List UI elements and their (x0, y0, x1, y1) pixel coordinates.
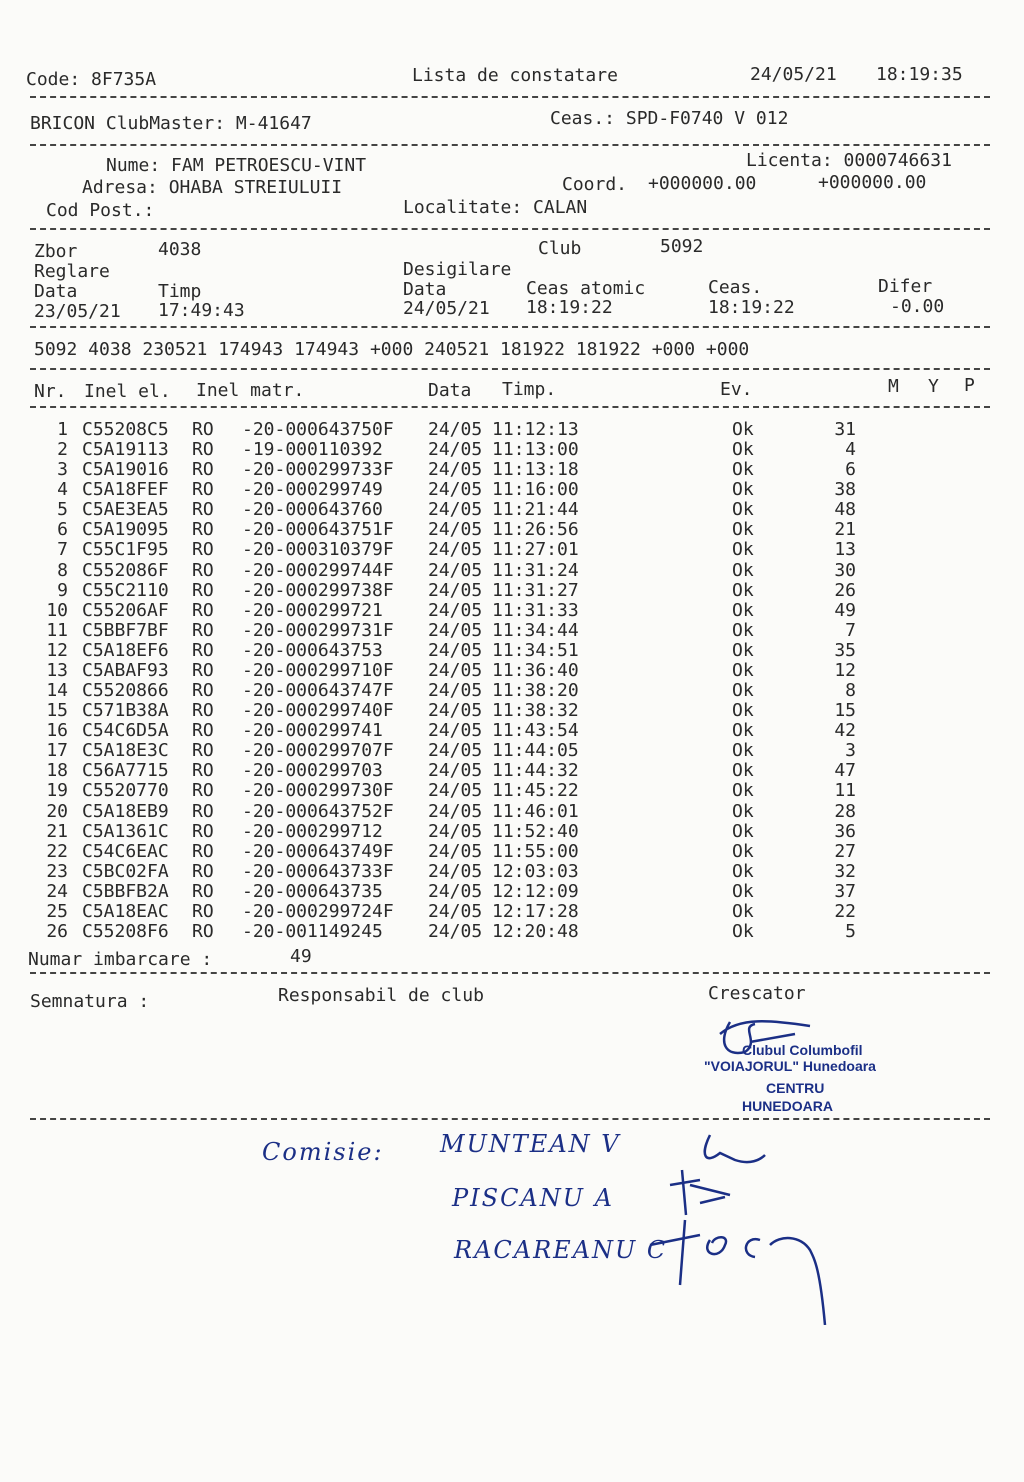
cell-m: 13 (834, 539, 856, 561)
col-ev: Ev. (720, 379, 753, 400)
cell-time: 11:44:32 (492, 760, 579, 782)
commission-signatures (640, 1125, 840, 1325)
cell-inel-el: C5A19095 (82, 519, 169, 541)
cell-date: 24/05 (428, 800, 483, 822)
col-p: P (964, 375, 975, 396)
cell-inel-matr: -20-000299731F (242, 619, 394, 641)
postal-code: Cod Post.: (46, 200, 155, 221)
table-row (0, 540, 1024, 560)
setting-date: 23/05/21 (34, 301, 121, 322)
cell-nr: 9 (57, 579, 68, 601)
flight-number: 4038 (158, 239, 202, 260)
cell-inel-el: C56A7715 (82, 760, 169, 782)
cell-country: RO (192, 680, 214, 702)
cell-nr: 11 (46, 619, 68, 641)
cell-country: RO (192, 921, 214, 942)
cell-date: 24/05 (428, 921, 483, 942)
cell-time: 11:43:54 (492, 720, 579, 742)
setting-time-label: Timp (158, 281, 202, 302)
boarding-count: 49 (290, 946, 312, 967)
cell-date: 24/05 (428, 720, 483, 742)
cell-inel-el: C5A18EB9 (82, 800, 169, 822)
cell-country: RO (192, 519, 214, 541)
cell-nr: 1 (57, 419, 68, 440)
cell-time: 11:45:22 (492, 780, 579, 802)
cell-inel-matr: -19-000110392 (242, 439, 383, 461)
cell-nr: 14 (46, 680, 68, 702)
club-responsible-label: Responsabil de club (278, 985, 484, 1006)
difference-value: -0.00 (890, 296, 945, 317)
cell-country: RO (192, 820, 214, 842)
cell-nr: 23 (46, 860, 68, 882)
cell-inel-matr: -20-000299710F (242, 659, 394, 681)
cell-nr: 26 (46, 921, 68, 942)
cell-date: 24/05 (428, 459, 483, 481)
cell-inel-matr: -20-000299749 (242, 479, 383, 501)
cell-event: Ok (732, 579, 754, 601)
atomic-clock-label: Ceas atomic (526, 278, 646, 299)
cell-m: 4 (845, 439, 856, 461)
cell-nr: 4 (57, 479, 68, 501)
unsealing-date-label: Data (403, 279, 447, 300)
cell-event: Ok (732, 559, 754, 581)
cell-inel-el: C55C2110 (82, 579, 169, 601)
cell-inel-matr: -20-000299730F (242, 780, 394, 802)
cell-event: Ok (732, 921, 754, 942)
cell-inel-matr: -20-000310379F (242, 539, 394, 561)
cell-time: 11:38:20 (492, 680, 579, 702)
cell-inel-el: C5A18EAC (82, 900, 169, 922)
cell-time: 11:52:40 (492, 820, 579, 842)
doc-title: Lista de constatare (412, 65, 618, 86)
table-row (0, 721, 1024, 741)
cell-m: 3 (845, 740, 856, 762)
cell-m: 30 (834, 559, 856, 581)
cell-inel-el: C55208C5 (82, 419, 169, 440)
table-row (0, 661, 1024, 681)
cell-country: RO (192, 800, 214, 822)
separator (30, 326, 990, 328)
cell-country: RO (192, 900, 214, 922)
cell-date: 24/05 (428, 760, 483, 782)
cell-inel-matr: -20-000643751F (242, 519, 394, 541)
cell-country: RO (192, 700, 214, 722)
cell-event: Ok (732, 439, 754, 461)
cell-m: 8 (845, 680, 856, 702)
cell-country: RO (192, 579, 214, 601)
table-row (0, 420, 1024, 440)
difference-label: Difer (878, 276, 933, 297)
cell-event: Ok (732, 479, 754, 501)
cell-inel-el: C5A19113 (82, 439, 169, 461)
atomic-clock-time: 18:19:22 (526, 297, 613, 318)
cell-time: 11:31:27 (492, 579, 579, 601)
owner-name: Nume: FAM PETROESCU-VINT (106, 155, 367, 176)
cell-nr: 5 (57, 499, 68, 521)
cell-country: RO (192, 860, 214, 882)
cell-time: 12:20:48 (492, 921, 579, 942)
summary-line: 5092 4038 230521 174943 174943 +000 240521 181922 181922 +000 +000 (34, 339, 750, 360)
separator (30, 972, 990, 974)
table-row (0, 761, 1024, 781)
cell-country: RO (192, 659, 214, 681)
cell-inel-el: C5520866 (82, 680, 169, 702)
cell-event: Ok (732, 599, 754, 621)
table-row (0, 480, 1024, 500)
cell-m: 38 (834, 479, 856, 501)
coord-2: +000000.00 (818, 172, 927, 193)
club-number: 5092 (660, 236, 704, 257)
cell-time: 11:27:01 (492, 539, 579, 561)
cell-m: 42 (834, 720, 856, 742)
cell-inel-el: C5AE3EA5 (82, 499, 169, 521)
commission-member-2: PISCANU A (452, 1184, 614, 1212)
cell-inel-el: C571B38A (82, 700, 169, 722)
cell-time: 11:26:56 (492, 519, 579, 541)
cell-date: 24/05 (428, 900, 483, 922)
cell-country: RO (192, 720, 214, 742)
separator (30, 1118, 990, 1120)
cell-m: 27 (834, 840, 856, 862)
cell-date: 24/05 (428, 519, 483, 541)
cell-time: 11:12:13 (492, 419, 579, 440)
cell-m: 11 (834, 780, 856, 802)
cell-inel-matr: -20-000643749F (242, 840, 394, 862)
stamp-line-2: "VOIAJORUL" Hunedoara (704, 1058, 876, 1074)
cell-nr: 20 (46, 800, 68, 822)
setting-label: Reglare (34, 261, 110, 282)
cell-inel-el: C54C6EAC (82, 840, 169, 862)
cell-nr: 19 (46, 780, 68, 802)
table-row (0, 440, 1024, 460)
breeder-label: Crescator (708, 983, 806, 1004)
commission-member-1: MUNTEAN V (440, 1130, 621, 1158)
setting-time: 17:49:43 (158, 300, 245, 321)
cell-event: Ok (732, 659, 754, 681)
cell-country: RO (192, 780, 214, 802)
cell-nr: 17 (46, 740, 68, 762)
cell-inel-el: C55C1F95 (82, 539, 169, 561)
cell-country: RO (192, 479, 214, 501)
commission-label: Comisie: (262, 1138, 384, 1166)
cell-m: 12 (834, 659, 856, 681)
cell-date: 24/05 (428, 780, 483, 802)
cell-m: 49 (834, 599, 856, 621)
cell-date: 24/05 (428, 820, 483, 842)
coord-label: Coord. (562, 174, 628, 195)
separator (30, 406, 990, 408)
cell-date: 24/05 (428, 740, 483, 762)
unsealing-date: 24/05/21 (403, 298, 490, 319)
col-m: M (888, 376, 899, 397)
cell-event: Ok (732, 740, 754, 762)
cell-time: 11:38:32 (492, 700, 579, 722)
cell-time: 11:16:00 (492, 479, 579, 501)
cell-time: 12:17:28 (492, 900, 579, 922)
cell-inel-el: C5A18EF6 (82, 639, 169, 661)
cell-date: 24/05 (428, 579, 483, 601)
cell-event: Ok (732, 499, 754, 521)
separator (30, 368, 990, 370)
flight-label: Zbor (34, 241, 78, 262)
col-nr: Nr. (34, 381, 67, 402)
cell-date: 24/05 (428, 840, 483, 862)
cell-nr: 12 (46, 639, 68, 661)
cell-country: RO (192, 880, 214, 902)
cell-nr: 18 (46, 760, 68, 782)
cell-date: 24/05 (428, 499, 483, 521)
table-row (0, 922, 1024, 942)
cell-inel-el: C5A1361C (82, 820, 169, 842)
table-row (0, 581, 1024, 601)
cell-inel-el: C54C6D5A (82, 720, 169, 742)
cell-inel-el: C55206AF (82, 599, 169, 621)
cell-country: RO (192, 840, 214, 862)
table-row (0, 520, 1024, 540)
cell-m: 36 (834, 820, 856, 842)
cell-inel-el: C5BBFB2A (82, 880, 169, 902)
cell-date: 24/05 (428, 439, 483, 461)
cell-inel-el: C5A18FEF (82, 479, 169, 501)
cell-inel-matr: -20-000299703 (242, 760, 383, 782)
cell-inel-matr: -20-000643753 (242, 639, 383, 661)
table-row (0, 621, 1024, 641)
cell-m: 21 (834, 519, 856, 541)
table-row (0, 902, 1024, 922)
cell-m: 6 (845, 459, 856, 481)
cell-event: Ok (732, 639, 754, 661)
cell-inel-el: C55208F6 (82, 921, 169, 942)
col-data: Data (428, 380, 472, 401)
col-inel-el: Inel el. (84, 381, 171, 402)
cell-country: RO (192, 419, 214, 440)
cell-country: RO (192, 740, 214, 762)
cell-inel-el: C5520770 (82, 780, 169, 802)
cell-nr: 7 (57, 539, 68, 561)
cell-inel-matr: -20-000299724F (242, 900, 394, 922)
cell-nr: 6 (57, 519, 68, 541)
table-row (0, 601, 1024, 621)
cell-event: Ok (732, 419, 754, 440)
cell-inel-el: C5A19016 (82, 459, 169, 481)
cell-event: Ok (732, 539, 754, 561)
cell-inel-matr: -20-000643733F (242, 860, 394, 882)
cell-event: Ok (732, 800, 754, 822)
cell-time: 11:46:01 (492, 800, 579, 822)
cell-time: 11:34:44 (492, 619, 579, 641)
cell-date: 24/05 (428, 419, 483, 440)
licence: Licenta: 0000746631 (746, 150, 952, 171)
table-row (0, 862, 1024, 882)
locality: Localitate: CALAN (403, 197, 588, 218)
cell-country: RO (192, 559, 214, 581)
cell-time: 11:44:05 (492, 740, 579, 762)
cell-inel-matr: -20-000299744F (242, 559, 394, 581)
cell-event: Ok (732, 619, 754, 641)
cell-inel-matr: -20-000299721 (242, 599, 383, 621)
cell-time: 11:31:33 (492, 599, 579, 621)
cell-m: 26 (834, 579, 856, 601)
club-label: Club (538, 238, 582, 259)
cell-event: Ok (732, 519, 754, 541)
cell-inel-matr: -20-000299733F (242, 459, 394, 481)
cell-country: RO (192, 639, 214, 661)
cell-m: 28 (834, 800, 856, 822)
separator (30, 96, 990, 98)
table-row (0, 561, 1024, 581)
cell-time: 11:34:51 (492, 639, 579, 661)
cell-m: 37 (834, 880, 856, 902)
boarding-count-label: Numar imbarcare : (28, 949, 213, 970)
cell-time: 12:03:03 (492, 860, 579, 882)
cell-time: 11:13:18 (492, 459, 579, 481)
cell-nr: 22 (46, 840, 68, 862)
cell-date: 24/05 (428, 860, 483, 882)
cell-time: 11:21:44 (492, 499, 579, 521)
cell-nr: 8 (57, 559, 68, 581)
signature-label: Semnatura : (30, 991, 150, 1012)
col-y: Y (928, 376, 939, 397)
cell-date: 24/05 (428, 659, 483, 681)
cell-event: Ok (732, 780, 754, 802)
table-row (0, 781, 1024, 801)
cell-inel-matr: -20-001149245 (242, 921, 383, 942)
table-row (0, 842, 1024, 862)
col-timp: Timp. (502, 379, 557, 400)
cell-m: 31 (834, 419, 856, 440)
cell-nr: 25 (46, 900, 68, 922)
stamp-line-1: Clubul Columbofil (742, 1042, 863, 1058)
cell-date: 24/05 (428, 619, 483, 641)
commission-member-3: RACAREANU C (454, 1236, 668, 1264)
cell-date: 24/05 (428, 559, 483, 581)
col-inel-matr: Inel matr. (196, 380, 305, 401)
cell-m: 32 (834, 860, 856, 882)
cell-inel-matr: -20-000299738F (242, 579, 394, 601)
cell-country: RO (192, 760, 214, 782)
cell-nr: 15 (46, 700, 68, 722)
cell-event: Ok (732, 700, 754, 722)
cell-m: 15 (834, 700, 856, 722)
setting-date-label: Data (34, 281, 78, 302)
print-time: 18:19:35 (876, 64, 963, 85)
cell-m: 35 (834, 639, 856, 661)
cell-inel-el: C5ABAF93 (82, 659, 169, 681)
cell-nr: 10 (46, 599, 68, 621)
cell-date: 24/05 (428, 539, 483, 561)
table-row (0, 701, 1024, 721)
cell-time: 11:55:00 (492, 840, 579, 862)
cell-inel-matr: -20-000643735 (242, 880, 383, 902)
table-row (0, 802, 1024, 822)
cell-nr: 16 (46, 720, 68, 742)
cell-event: Ok (732, 820, 754, 842)
cell-date: 24/05 (428, 700, 483, 722)
cell-inel-el: C5BC02FA (82, 860, 169, 882)
club-master: BRICON ClubMaster: M-41647 (30, 113, 312, 134)
cell-m: 22 (834, 900, 856, 922)
cell-time: 11:36:40 (492, 659, 579, 681)
cell-nr: 21 (46, 820, 68, 842)
table-row (0, 882, 1024, 902)
cell-inel-matr: -20-000299740F (242, 700, 394, 722)
cell-event: Ok (732, 760, 754, 782)
cell-date: 24/05 (428, 880, 483, 902)
separator (30, 228, 990, 230)
doc-code: Code: 8F735A (26, 69, 157, 90)
cell-inel-el: C552086F (82, 559, 169, 581)
cell-nr: 3 (57, 459, 68, 481)
cell-m: 47 (834, 760, 856, 782)
cell-nr: 2 (57, 439, 68, 461)
print-date: 24/05/21 (750, 64, 837, 85)
clock-time: 18:19:22 (708, 297, 795, 318)
table-row (0, 741, 1024, 761)
table-row (0, 460, 1024, 480)
cell-event: Ok (732, 900, 754, 922)
cell-m: 48 (834, 499, 856, 521)
cell-date: 24/05 (428, 680, 483, 702)
stamp-line-4: HUNEDOARA (742, 1098, 833, 1114)
cell-time: 11:13:00 (492, 439, 579, 461)
table-row (0, 822, 1024, 842)
cell-country: RO (192, 499, 214, 521)
cell-inel-matr: -20-000643747F (242, 680, 394, 702)
cell-event: Ok (732, 680, 754, 702)
cell-date: 24/05 (428, 639, 483, 661)
owner-address: Adresa: OHABA STREIULUII (82, 177, 343, 198)
cell-event: Ok (732, 880, 754, 902)
separator (30, 144, 990, 146)
cell-event: Ok (732, 459, 754, 481)
cell-time: 12:12:09 (492, 880, 579, 902)
cell-inel-el: C5BBF7BF (82, 619, 169, 641)
cell-country: RO (192, 599, 214, 621)
cell-date: 24/05 (428, 479, 483, 501)
table-row (0, 641, 1024, 661)
cell-time: 11:31:24 (492, 559, 579, 581)
cell-inel-matr: -20-000643750F (242, 419, 394, 440)
cell-country: RO (192, 619, 214, 641)
table-row (0, 681, 1024, 701)
clock-id: Ceas.: SPD-F0740 V 012 (550, 108, 789, 129)
cell-country: RO (192, 459, 214, 481)
cell-inel-matr: -20-000299712 (242, 820, 383, 842)
table-row (0, 500, 1024, 520)
unsealing-label: Desigilare (403, 259, 512, 280)
cell-m: 7 (845, 619, 856, 641)
cell-nr: 24 (46, 880, 68, 902)
stamp-line-3: CENTRU (766, 1080, 825, 1096)
cell-event: Ok (732, 840, 754, 862)
cell-inel-matr: -20-000643760 (242, 499, 383, 521)
cell-m: 5 (845, 921, 856, 942)
cell-date: 24/05 (428, 599, 483, 621)
clock-label: Ceas. (708, 277, 763, 298)
cell-inel-matr: -20-000643752F (242, 800, 394, 822)
cell-event: Ok (732, 860, 754, 882)
cell-country: RO (192, 439, 214, 461)
cell-inel-matr: -20-000299741 (242, 720, 383, 742)
cell-inel-matr: -20-000299707F (242, 740, 394, 762)
cell-nr: 13 (46, 659, 68, 681)
cell-event: Ok (732, 720, 754, 742)
cell-inel-el: C5A18E3C (82, 740, 169, 762)
coord-1: +000000.00 (648, 173, 757, 194)
cell-country: RO (192, 539, 214, 561)
